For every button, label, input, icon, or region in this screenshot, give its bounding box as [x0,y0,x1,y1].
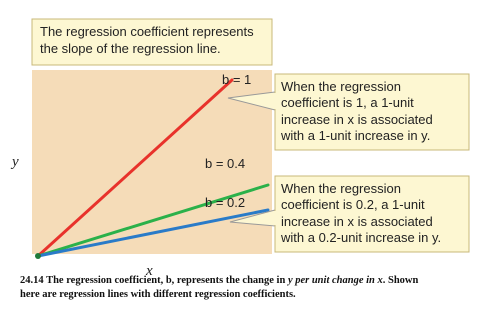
caption-text-b: y per unit change in x [287,275,383,286]
top-note-line2: the slope of the regression line. [40,41,221,56]
label-b-1: b = 1 [222,72,252,87]
x-axis-label: x [146,263,153,279]
callout-1-line1: When the regression [281,79,401,94]
callout-1-line3: increase in x is associated [281,112,433,127]
origin-point [35,253,41,259]
figure-caption [20,274,420,301]
label-b-0-2: b = 0.2 [205,195,246,210]
label-b-0-4: b = 0.4 [205,156,246,171]
callout-2-line4: with a 0.2-unit increase in y. [281,230,442,245]
caption-text-a: The regression coefficient, b, represents the change in [46,275,286,286]
y-axis-label: y [12,154,19,170]
callout-1-line2: coefficient is 1, a 1-unit [281,95,414,110]
caption-number: 24.14 [20,275,44,286]
top-note-line1: The regression coefficient represents [40,24,254,39]
callout-2-line1: When the regression [281,181,401,196]
caption-text-c: . Shown here are regression lines with different regression coefficients. [20,275,419,300]
callout-1-line4: with a 1-unit increase in y. [281,128,431,143]
callout-2-line3: increase in x is associated [281,214,433,229]
callout-1-joint [274,93,277,109]
callout-2-line2: coefficient is 0.2, a 1-unit [281,197,425,212]
callout-2-joint [274,211,277,225]
